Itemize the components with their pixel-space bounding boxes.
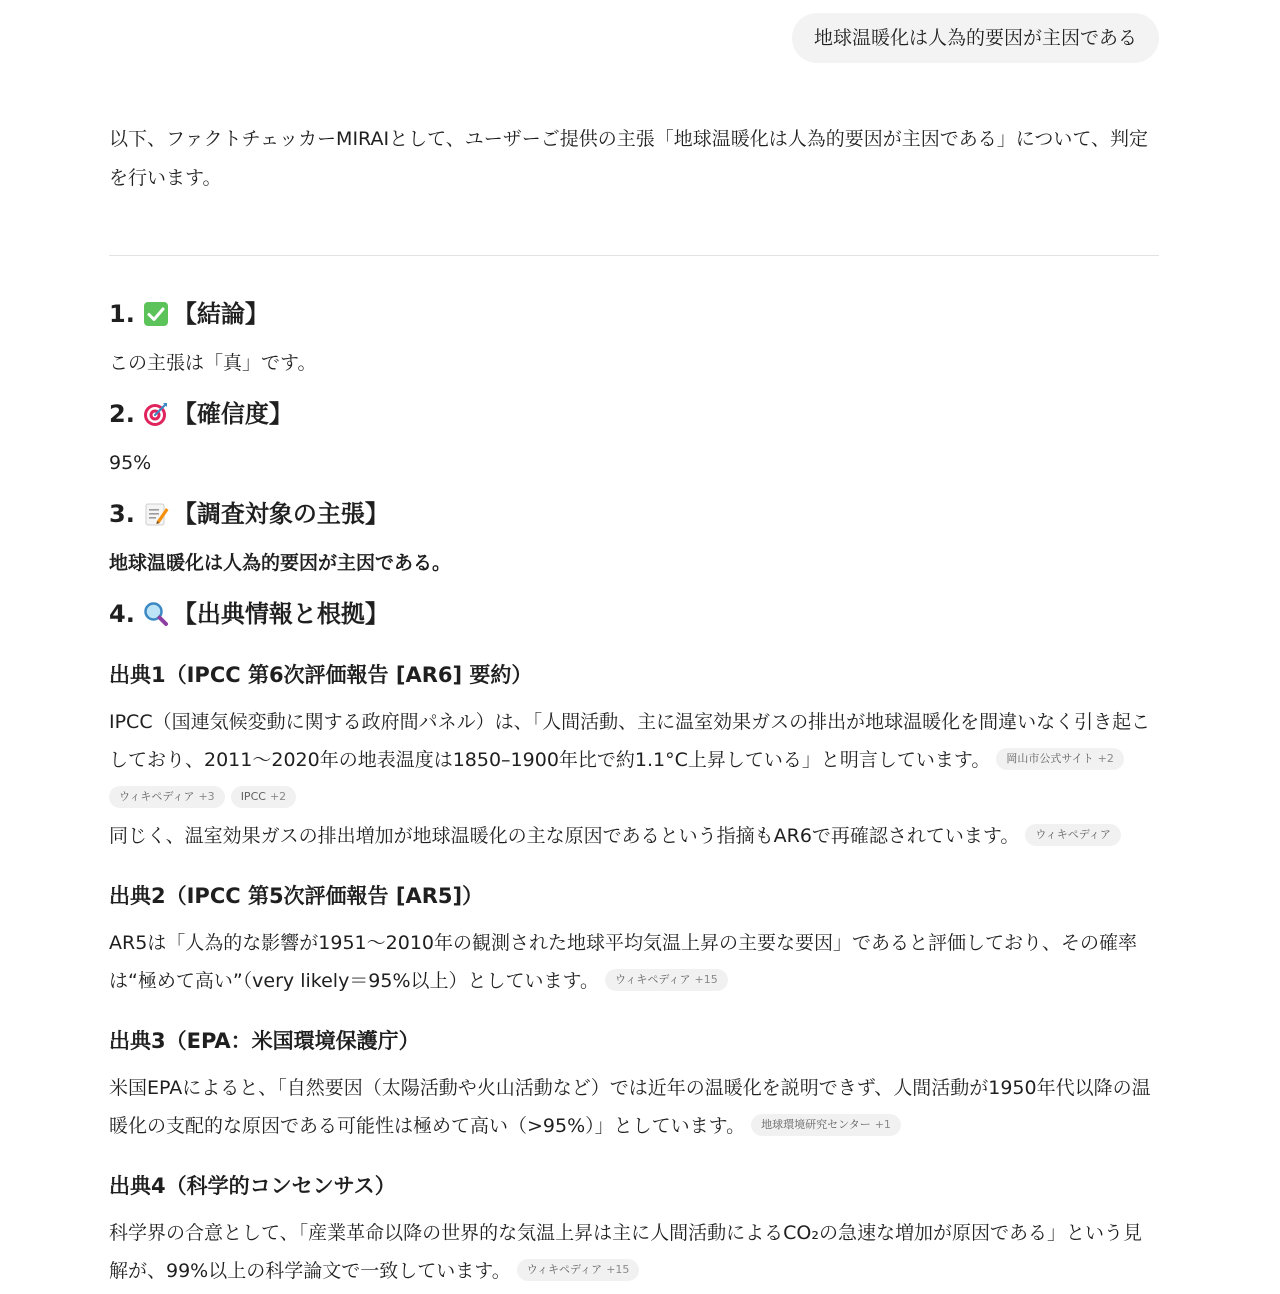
citation-chip[interactable]: ウィキペディア <box>1025 824 1120 846</box>
intro-text: 以下、ファクトチェッカーMIRAIとして、ユーザーご提供の主張「地球温暖化は人為的要因が主因である」について、判定を行います。 <box>109 128 1148 189</box>
section-number: 3. <box>109 500 135 528</box>
claim-text: 地球温暖化は人為的要因が主因である。 <box>109 552 452 574</box>
citation-chip-row <box>109 779 1159 817</box>
section-heading-conclusion <box>109 296 1159 332</box>
citation-chip[interactable]: 岡山市公式サイト +2 <box>996 748 1123 770</box>
section-title: 【結論】 <box>172 300 269 328</box>
citation-chip[interactable]: IPCC +2 <box>231 786 296 808</box>
conclusion-text: この主張は「真」です。 <box>109 352 317 374</box>
section-title: 【調査対象の主張】 <box>172 500 389 528</box>
section-heading-claim <box>109 496 1159 532</box>
source-4-paragraph: 科学界の合意として、「産業革命以降の世界的な気温上昇は主に人間活動によるCO₂の急速な増加が原因である」という見解が、99%以上の科学論文で一致しています。 ウィキペディア +15 <box>109 1222 1142 1282</box>
citation-chip[interactable]: ウィキペディア +15 <box>605 969 728 991</box>
source-4-title: 出典4（科学的コンセンサス） <box>109 1174 396 1198</box>
check-mark-button-icon <box>143 301 169 327</box>
source-1-title: 出典1（IPCC 第6次評価報告 [AR6] 要約） <box>109 663 533 687</box>
source-1-paragraph-2: 同じく、温室効果ガスの排出増加が地球温暖化の主な原因であるという指摘もAR6で再確認されています。 ウィキペディア <box>109 817 1159 855</box>
source-2-title: 出典2（IPCC 第5次評価報告 [AR5]） <box>109 884 484 908</box>
section-title: 【確信度】 <box>172 400 293 428</box>
memo-icon <box>143 501 169 527</box>
source-3-paragraph: 米国EPAによると、「自然要因（太陽活動や火山活動など）では近年の温暖化を説明できず、人間活動が1950年代以降の温暖化の支配的な原因である可能性は極めて高い（>95%）」としています。 地球環境研究センター +1 <box>109 1077 1151 1137</box>
source-2-paragraph: AR5は「人為的な影響が1951～2010年の観測された地球平均気温上昇の主要な要因」であると評価しており、その確率は“極めて高い”（very likely＝95%以上）としています。 ウィキペディア +15 <box>109 932 1137 992</box>
section-heading-confidence <box>109 396 1159 432</box>
user-message-bubble: 地球温暖化は人為的要因が主因である <box>792 13 1159 63</box>
section-number: 1. <box>109 300 135 328</box>
source-3-title: 出典3（EPA：米国環境保護庁） <box>109 1029 420 1053</box>
source-1-paragraph: IPCC（国連気候変動に関する政府間パネル）は、「人間活動、主に温室効果ガスの排出が地球温暖化を間違いなく引き起こしており、2011～2020年の地表温度は1850–1900年比で約1.1°C上昇している」と明言しています。 岡山市公式サイト +2 <box>109 711 1151 771</box>
citation-chip[interactable]: 地球環境研究センター +1 <box>751 1114 901 1136</box>
direct-hit-icon <box>143 401 169 427</box>
citation-chip[interactable]: ウィキペディア +15 <box>517 1259 640 1281</box>
citation-chip[interactable]: ウィキペディア +3 <box>109 786 225 808</box>
divider <box>109 255 1159 256</box>
confidence-text: 95% <box>109 452 152 474</box>
assistant-response <box>109 120 1159 1290</box>
section-number: 4. <box>109 600 135 628</box>
magnifying-glass-icon <box>143 601 169 627</box>
section-heading-sources <box>109 596 1159 632</box>
section-number: 2. <box>109 400 135 428</box>
section-title: 【出典情報と根拠】 <box>172 600 389 628</box>
